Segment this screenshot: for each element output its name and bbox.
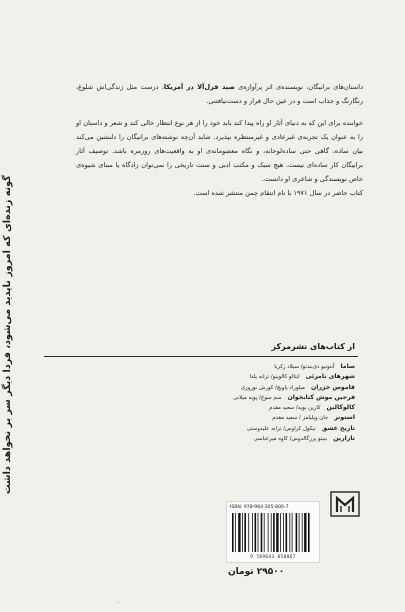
isbn-barcode-box	[226, 501, 320, 563]
book-description	[76, 80, 363, 208]
heading-divider	[44, 356, 358, 357]
publisher-books-heading: از کتاب‌های نشرمرکز	[271, 342, 355, 351]
spine-tagline: گونه زنده‌ای که امروز ناپدید می‌شود، فردا دیگر سر بر نخواهد داشت	[2, 175, 13, 494]
book-price: ۲۹۵۰۰ تومان	[228, 567, 285, 577]
barcode-icon	[230, 513, 316, 552]
description-paragraph-2: خواننده برای این که به دنیای آثار او راه پیدا کند باید خود را از هر نوع انتظار خالی کند و شعر و داستان او را به عنوان یک تجربه‌ی غیرعادی و غیرمنتظره بپذیرد. شاید آن‌چه نوشته‌های برانیگان را دلنشین می‌کند بیان ساده، گاهی حتی ساده‌لوحانه، و نگاه معصومانه‌ی او به واقعیت‌های روزمره باشد. توصیف آثار برانیگان کار ساده‌ای نیست. هیچ سبک و مکتب ادبی و سنت تاریخی را نمی‌توان زادگاه یا مبنای شیوه‌ی خاص نویسندگی و شاعری او دانست.	[76, 119, 363, 183]
publisher-books-list	[95, 362, 355, 444]
isbn-number: ISBN: 978-964-305-806-7	[230, 505, 289, 510]
description-paragraph-1: داستان‌های برانیگان، نویسنده‌ی اثر پرآوازه‌ی صید قزل‌آلا در آمریکا، درست مثل زندگی‌اش شلوغ، رنگارنگ و جذاب است و در عین حال فرار و دست‌نیافتنی.	[76, 83, 364, 105]
publisher-logo-icon	[330, 491, 360, 517]
list-item: تازارینبنیتو پرز‌گالدوس/ کاوه میرعباسی	[253, 435, 355, 443]
list-item: استونرجان ویلیامز / سعید مقدم	[272, 414, 355, 422]
list-item: شهرهای نامرئیایتالو کالوینو/ ترانه یلدا	[249, 373, 355, 381]
list-item: تاریخ عشقنیکول کراوس/ ترانه علیدوستی	[246, 424, 355, 432]
barcode-digits: 9 789643 058067	[250, 555, 296, 560]
description-paragraph-3: کتاب حاضر در سال ۱۹۷۱ با نام انتقام چمن منتشر شده است.	[193, 189, 363, 197]
list-item: قاموس خزرانمیلوراد پاویچ/ کورش نوروزی	[240, 383, 355, 391]
list-item: ساماآنتونیو دی‌بندتو/ سیلاد زکریا	[274, 363, 355, 370]
list-item: فرجین موش کتابخوانسم سوج/ پویه میلانی	[233, 393, 355, 401]
highlighted-book-title: صید قزل‌آلا در آمریکا	[163, 83, 235, 91]
list-item: کالوکالینکارین بویه/ سعید مقدم	[269, 404, 355, 412]
footer-mark: ۰	[117, 599, 121, 606]
